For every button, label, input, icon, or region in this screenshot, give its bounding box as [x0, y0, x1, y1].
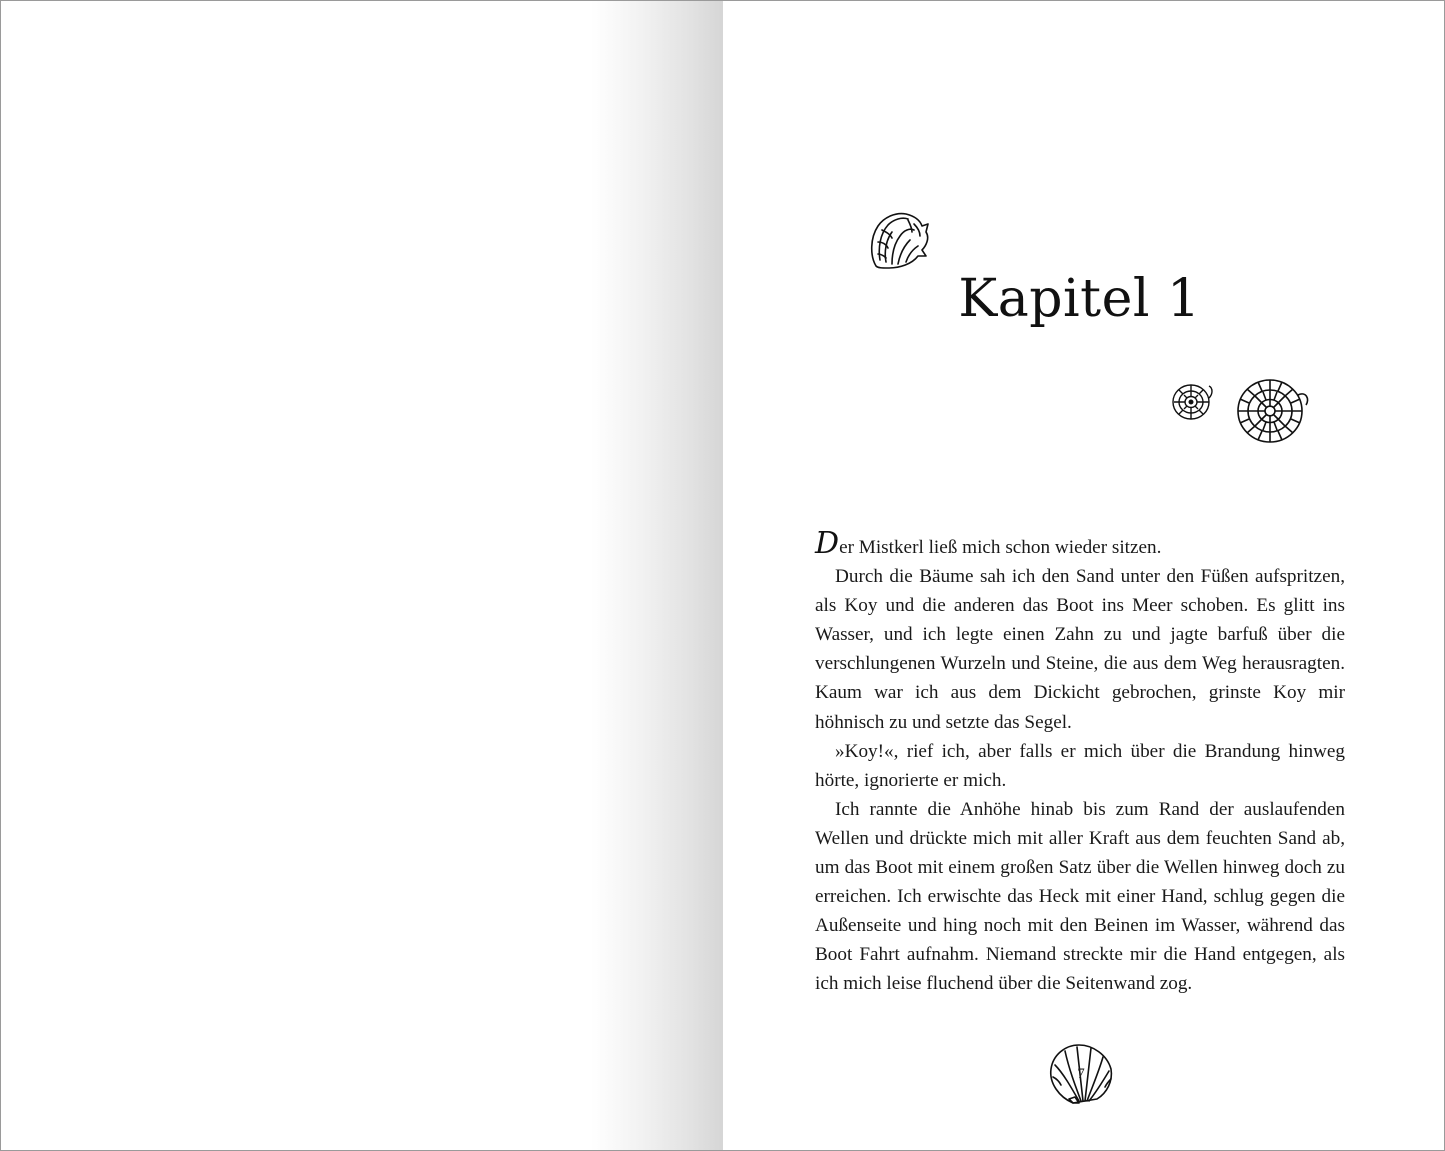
- chapter-body-text: [815, 526, 1345, 999]
- snail-shell-icon: [1236, 375, 1312, 445]
- right-page: [723, 1, 1444, 1150]
- paragraph-text: er Mistkerl ließ mich schon wieder sitzen.: [839, 537, 1162, 558]
- paragraph: Ich rannte die Anhöhe hinab bis zum Rand der auslaufenden Wellen und drückte mich mit aller Kraft aus dem feuchten Sand ab, um das Boot mit einem großen Satz über die Wellen hinweg doch zu erreichen. Ich erwischte das Heck mit einer Hand, schlug gegen die Außenseite und hing noch mit den Beinen im Wasser, während das Boot Fahrt aufnahm. Niemand streckte mir die Hand entgegen, als ich mich leise fluchend über die Seitenwand zog.: [815, 798, 1345, 995]
- chapter-title: Kapitel 1: [958, 269, 1201, 329]
- conch-shell-icon: [866, 208, 932, 272]
- left-page-blank: [1, 1, 723, 1150]
- scallop-shell-icon: [1045, 1039, 1117, 1107]
- snail-shell-icon: [1171, 380, 1215, 422]
- paragraph: »Koy!«, rief ich, aber falls er mich über die Brandung hinweg hörte, ignorierte er mich.: [815, 740, 1345, 791]
- paragraph: [815, 526, 1345, 562]
- drop-cap: D: [815, 526, 840, 561]
- page-number: 7: [1077, 1066, 1085, 1082]
- paragraph: Durch die Bäume sah ich den Sand unter den Füßen aufspritzen, als Koy und die anderen das Boot ins Meer schoben. Es glitt ins Wasser, und ich legte einen Zahn zu und jagte barfuß über die verschlungenen Wurzeln und Steine, die aus dem Weg herausragten. Kaum war ich aus dem Dickicht gebrochen, grinste Koy mir höhnisch zu und setzte das Segel.: [815, 566, 1345, 733]
